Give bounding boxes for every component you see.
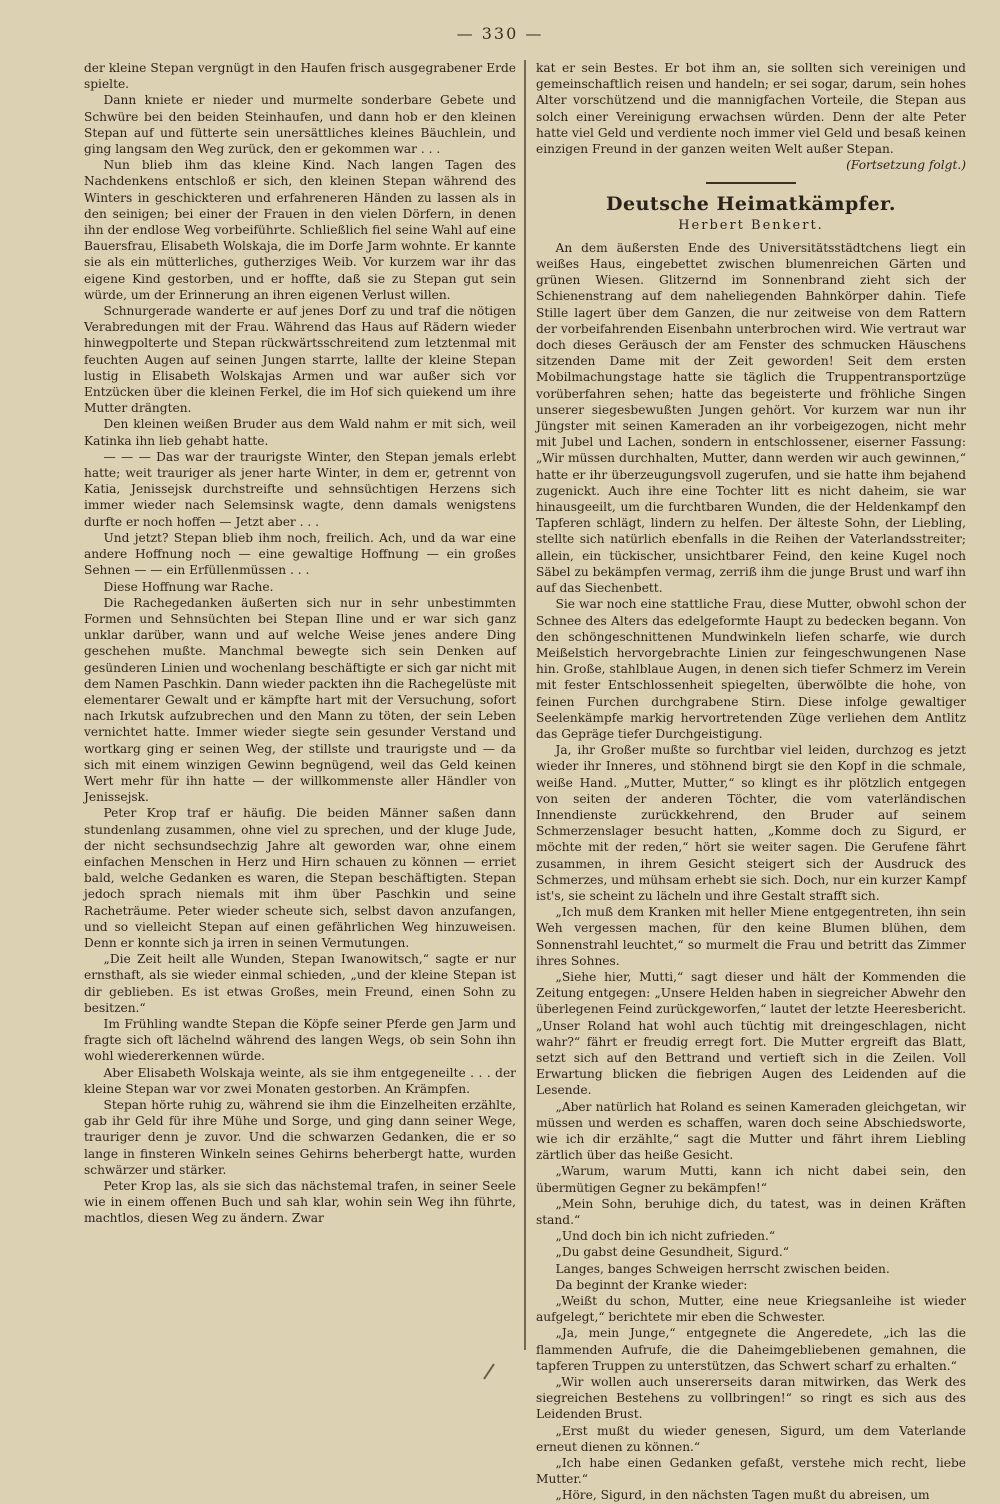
pencil-mark-icon (482, 1362, 496, 1380)
article-title: Deutsche Heimatkämpfer. (606, 193, 896, 216)
paragraph: Dann kniete er nieder und murmelte sonderbare Gebete und Schwüre bei den beiden Steinhaufen, und dann hob er den kleinen Stepan auf und fütterte sein unersättliches kleines Bäuchlein, und ging langsam den Weg zurück, den er gekommen war . . . (84, 93, 516, 157)
paragraph: „Ich habe einen Gedanken gefaßt, verstehe mich recht, liebe Mutter.“ (536, 1456, 966, 1487)
paragraph: „Wir wollen auch unsererseits daran mitwirken, das Werk des siegreichen Bestehens zu vollbringen!“ so ringt es sich aus des Leidenden Brust. (536, 1375, 966, 1422)
paragraph: „Die Zeit heilt alle Wunden, Stepan Iwanowitsch,“ sagte er nur ernsthaft, als sie wieder einmal schieden, „und der kleine Stepan ist dir geblieben. Es ist etwas Großes, mein Freund, einen Sohn zu besitzen.“ (84, 952, 516, 1015)
paragraph: „Ja, mein Junge,“ entgegnete die Angeredete, „ich las die flammenden Aufrufe, die die Daheimgebliebenen gemahnen, die tapferen Truppen zu unterstützen, das Schwert scharf zu erhalten.“ (536, 1326, 966, 1373)
paragraph: — — — Das war der traurigste Winter, den Stepan jemals erlebt hatte; weit trauriger als jener harte Winter, in dem er, getrennt von Katia, Jenissejsk durchstreifte und sehnsüchtigen Herzens sich immer wieder nach Selemsinsk wagte, denn damals wenigstens durfte er noch hoffen — Jetzt aber . . . (84, 449, 516, 529)
paragraph: Und jetzt? Stepan blieb ihm noch, freilich. Ach, und da war eine andere Hoffnung noch — eine gewaltige Hoffnung — ein großes Sehnen — — ein Erfüllenmüssen . . . (84, 530, 516, 578)
paragraph: „Und doch bin ich nicht zufrieden.“ (555, 1229, 776, 1244)
paragraph: Da beginnt der Kranke wieder: (555, 1277, 748, 1292)
column-rule (524, 60, 526, 1350)
paragraph: Ja, ihr Großer mußte so furchtbar viel leiden, durchzog es jetzt wieder ihr Inneres, und stöhnend birgt sie den Kopf in die schmale, weiße Hand. „Mutter, Mutter,“ so klingt es ihr plötzlich entgegen von seiten der anderen Töchter, die vom vaterländischen Innendienste zurückkehrend, den Bruder auf seinem Schmerzenslager besucht hatten, „Komme doch zu Sigurd, er möchte mit der reden,“ hört sie weiter sagen. Die Gerufene fährt zusammen, in ihrem Gesicht steigert sich der Ausdruck des Schmerzes, und mühsam erhebt sie sich. Doch, nur ein kurzer Kampf ist's, sie scheint zu lächeln und ihre Gestalt strafft sich. (536, 743, 966, 903)
paragraph: Schnurgerade wanderte er auf jenes Dorf zu und traf die nötigen Verabredungen mit der Frau. Während das Haus auf Rädern wieder hinwegpolterte und Stepan rückwärtsschreitend zum letztenmal mit feuchten Augen auf seinen Jungen starrte, lallte der kleine Stepan lustig in Elisabeth Wolskajas Armen und war außer sich vor Entzücken über die kleinen Ferkel, die im Hof sich quiekend um ihre Mutter drängten. (84, 304, 516, 416)
page-number: — 330 — (456, 24, 544, 43)
paragraph: „Weißt du schon, Mutter, eine neue Kriegsanleihe ist wieder aufgelegt,“ berichtete mir eben die Schwester. (536, 1294, 966, 1325)
paragraph: „Mein Sohn, beruhige dich, du tatest, was in deinen Kräften stand.“ (536, 1196, 966, 1228)
paragraph: Peter Krop traf er häufig. Die beiden Männer saßen dann stundenlang zusammen, ohne viel zu sprechen, und der kluge Jude, der nicht sechsundsechzig Jahre alt geworden war, ohne einem einfachen Menschen in Herz und Hirn schauen zu können — erriet bald, welche Gedanken es waren, die Stepan beschäftigten. Stepan jedoch sprach niemals mit ihm über Paschkin und seine Racheträume. Peter wieder scheute sich, selbst davon anzufangen, und so vielleicht Stepan auf einen gefährlichen Weg hinzuweisen. Denn er konnte sich ja irren in seinen Vermutungen. (84, 806, 516, 950)
paragraph: Die Rachegedanken äußerten sich nur in sehr unbestimmten Formen und Sehnsüchten bei Stepan Iline und er war sich ganz unklar darüber, wann und auf welche Weise jenes andere Ding geschehen mußte. Manchmal bewegte sich sein Denken auf gesünderen Linien und wochenlang beschäftigte er sich gar nicht mit dem Namen Paschkin. Dann wieder packten ihn die Rachegelüste mit elementarer Gewalt und er kämpfte hart mit der Versuchung, sofort nach Irkutsk aufzubrechen und den Mann zu töten, der sein Leben vernichtet hatte. Immer wieder siegte sein gesunder Verstand und wortkarg ging er seinen Weg, der stillste und traurigste und — da sich mit einem winzigen Gewinn begnügend, weil das Geld keinen Wert mehr für ihn hatte — der willkommenste aller Händler von Jenissejsk. (84, 595, 516, 805)
paragraph: Stepan hörte ruhig zu, während sie ihm die Einzelheiten erzählte, gab ihr Geld für ihre Mühe und Sorge, und ging dann seiner Wege, trauriger denn je zuvor. Und die schwarzen Gedanken, die er so lange in finsteren Winkeln seines Gehirns beherbergt hatte, wurden schwärzer und stärker. (84, 1098, 516, 1177)
paragraph: Diese Hoffnung war Rache. (103, 579, 274, 594)
paragraph: der kleine Stepan vergnügt in den Haufen frisch ausgegrabener Erde spielte. (84, 61, 516, 92)
paragraph: „Siehe hier, Mutti,“ sagt dieser und hält der Kommenden die Zeitung entgegen: „Unsere Helden haben in siegreicher Abwehr den überlegenen Feind zurückgeworfen,“ lautet der letzte Heeresbericht. „Unser Roland hat wohl auch tüchtig mit dreingeschlagen, nicht wahr?“ fährt er freudig erregt fort. Die Mutter ergreift das Blatt, setzt sich auf den Bettrand und vertieft sich in die Zeilen. Voll Erwartung blicken die fiebrigen Augen des Leidenden auf die Lesende. (536, 969, 966, 1098)
paragraph: „Warum, warum Mutti, kann ich nicht dabei sein, den übermütigen Gegner zu bekämpfen!“ (536, 1164, 966, 1195)
paragraph: „Du gabst deine Gesundheit, Sigurd.“ (555, 1245, 790, 1260)
right-column (536, 60, 966, 1503)
paragraph: Langes, banges Schweigen herrscht zwischen beiden. (555, 1261, 890, 1276)
continued-label: (Fortsetzung folgt.) (846, 158, 966, 173)
paragraph: „Erst mußt du wieder genesen, Sigurd, um dem Vaterlande erneut dienen zu können.“ (536, 1423, 966, 1454)
paragraph: Nun blieb ihm das kleine Kind. Nach langen Tagen des Nachdenkens entschloß er sich, den kleinen Stepan während des Winters in geschickteren und erfahreneren Händen zu lassen als in den seinigen; bei einer der Frauen in den vielen Dörfern, in denen ihn der endlose Weg vorbeiführte. Schließlich fiel seine Wahl auf eine Bauersfrau, Elisabeth Wolskaja, die im Dorfe Jarm wohnte. Er kannte sie als ein mütterliches, gutherziges Weib. Vor kurzem war ihr das eigene Kind gestorben, und er hoffte, daß sie zu Stepan gut sein würde, um der Erinnerung an ihren eigenen Verlust willen. (84, 158, 516, 302)
left-column (84, 60, 516, 1360)
paragraph: „Höre, Sigurd, in den nächsten Tagen mußt du abreisen, um (555, 1488, 930, 1503)
paragraph: Peter Krop las, als sie sich das nächstemal trafen, in seiner Seele wie in einem offenen Buch und sah klar, wohin sein Weg ihn führte, machtlos, diesen Weg zu ändern. Zwar (84, 1179, 516, 1226)
continuation-paragraph: kat er sein Bestes. Er bot ihm an, sie sollten sich vereinigen und gemeinschaftlich reisen und handeln; er sei sogar, darum, sein hohes Alter vorschützend und die mannigfachen Vorteile, die Stepan aus solch einer Vereinigung erwachsen würden. Denn der alte Peter hatte viel Geld und verdiente noch immer viel Geld und besaß keinen einzigen Freund in der ganzen weiten Welt außer Stepan. (536, 61, 966, 157)
paragraph: An dem äußersten Ende des Universitätsstädtchens liegt ein weißes Haus, eingebettet zwischen blumenreichen Gärten und grünen Wiesen. Glitzernd im Sonnenbrand zieht sich der Schienenstrang auf dem naheliegenden Bahnkörper dahin. Tiefe Stille lagert über dem Ganzen, die nur zeitweise von dem Rattern der vorbeifahrenden Eisenbahn unterbrochen wird. Wie vertraut war doch dieses Geräusch der am Fenster des schmucken Häuschens sitzenden Dame mit der Zeit geworden! Seit dem ersten Mobilmachungstage hatte sie täglich die Truppentransportzüge vorüberfahren sehen; hatte das begeisterte und fröhliche Singen unserer siegesbewußten Jungen gehört. Vor kurzem war nun ihr Jüngster mit seinen Kameraden an ihr vorbeigezogen, nicht mehr mit Jubel und Lachen, sondern in entschlossener, eiserner Fassung: „Wir müssen durchhalten, Mutter, dann werden wir auch gewinnen,“ hatte er ihr überzeugungsvoll zugerufen, und sie hatte ihm bejahend zugenickt. Auch ihre eine Tochter litt es nicht daheim, sie war hinausgeeilt, um die furchtbaren Wunden, die der Heldenkampf den Tapferen schlägt, lindern zu helfen. Der älteste Sohn, der Liebling, stellte sich natürlich ebenfalls in die Reihen der Vaterlandsstreiter; allein, ein tückischer, unsichtbarer Feind, den keine Kugel noch Säbel zu bekämpfen vermag, zerriß ihm die junge Brust und warf ihn auf das Siechenbett. (536, 240, 966, 596)
paragraph: Aber Elisabeth Wolskaja weinte, als sie ihm entgegeneilte . . . der kleine Stepan war vor zwei Monaten gestorben. An Krämpfen. (84, 1065, 516, 1096)
paragraph: Im Frühling wandte Stepan die Köpfe seiner Pferde gen Jarm und fragte sich oft lächelnd während des langen Wegs, ob sein Sohn ihn wohl wiedererkennen würde. (84, 1016, 516, 1064)
paragraph: Den kleinen weißen Bruder aus dem Wald nahm er mit sich, weil Katinka ihn lieb gehabt hatte. (84, 417, 516, 448)
paragraph: „Aber natürlich hat Roland es seinen Kameraden gleichgetan, wir müssen und werden es schaffen, waren doch seine Abschiedsworte, wie ich dir erzählte,“ sagt die Mutter und fährt ihrem Liebling zärtlich über das heiße Gesicht. (536, 1099, 966, 1163)
paragraph: Sie war noch eine stattliche Frau, diese Mutter, obwohl schon der Schnee des Alters das edelgeformte Haupt zu bedecken begann. Von den schöngeschnittenen Mundwinkeln liefen scharfe, wie durch Meißelstich hervorgebrachte Linien zur feingeschwungenen Nase hin. Große, stahlblaue Augen, in denen sich tiefer Schmerz im Verein mit fester Entschlossenheit spiegelten, überwölbte die hohe, von feinen Furchen durchgrabene Stirn. Diese infolge gewaltiger Seelenkämpfe markig hervortretenden Züge verliehen dem Antlitz das Gepräge tiefer Durchgeistigung. (536, 597, 966, 741)
section-separator (706, 182, 796, 184)
paragraph: „Ich muß dem Kranken mit heller Miene entgegentreten, ihn sein Weh vergessen machen, für den keine Blumen blühen, dem Sonnenstrahl leuchtet,“ so murmelt die Frau und betritt das Zimmer ihres Sohnes. (536, 905, 966, 968)
article-author: Herbert Benkert. (678, 217, 824, 233)
